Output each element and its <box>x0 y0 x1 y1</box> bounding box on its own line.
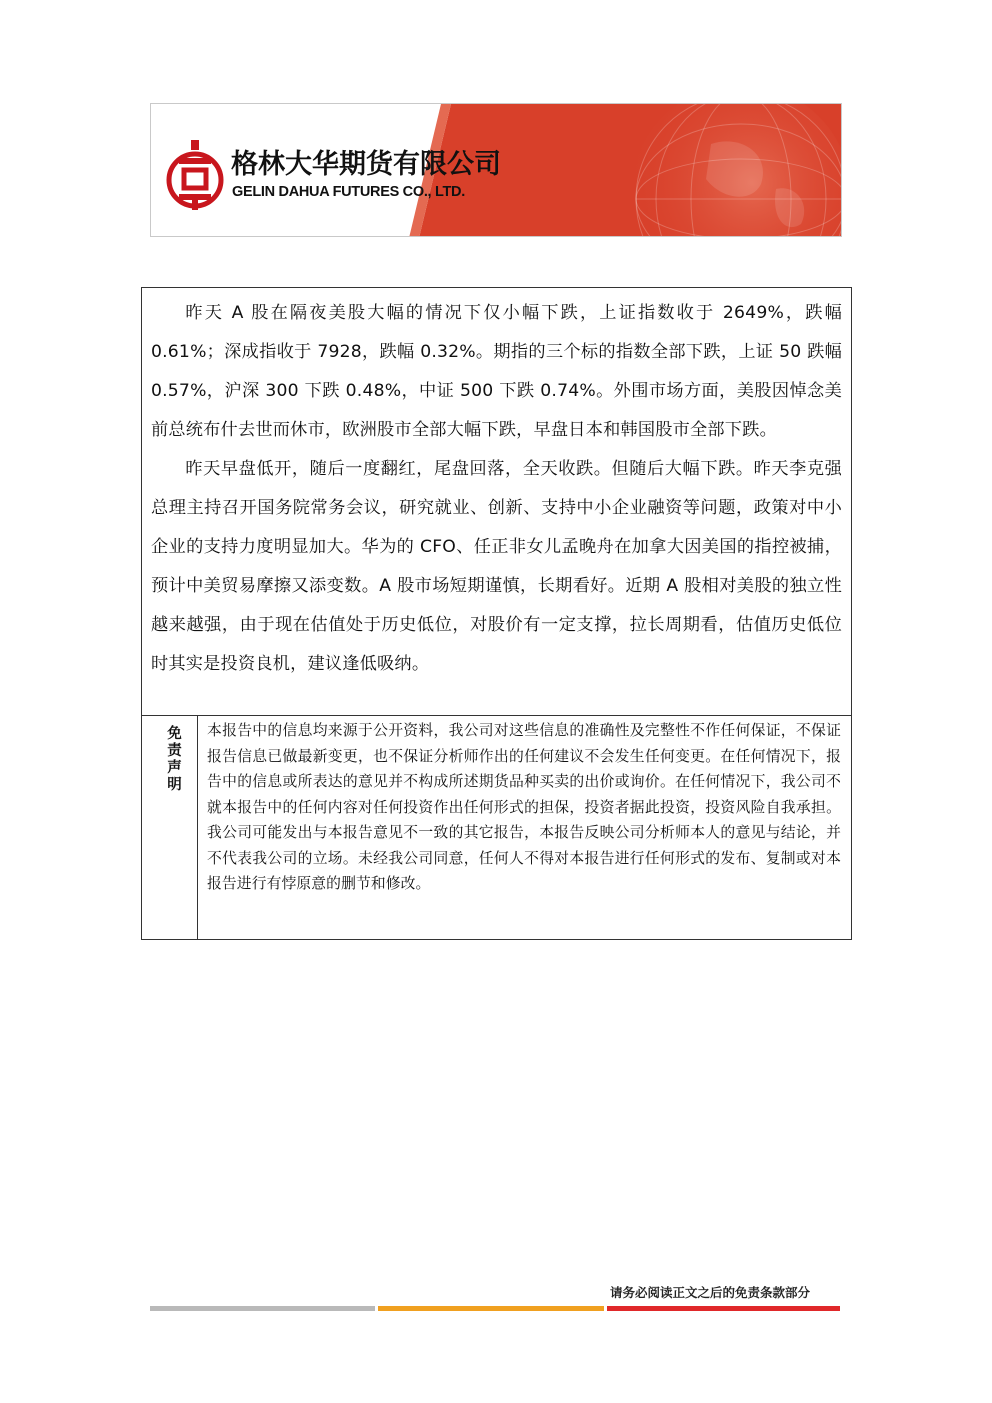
report-body <box>142 288 851 716</box>
report-table <box>141 287 852 940</box>
footer-bar-red <box>607 1306 840 1311</box>
footer-note: 请务必阅读正文之后的免责条款部分 <box>610 1285 811 1300</box>
footer-color-bars <box>150 1306 840 1311</box>
footer-bar-gray <box>150 1306 375 1311</box>
disclaimer-text-cell <box>198 716 851 939</box>
footer-bar-orange <box>378 1306 604 1311</box>
company-name-en: GELIN DAHUA FUTURES CO., LTD. <box>232 184 465 200</box>
company-name-cn: 格林大华期货有限公司 <box>231 149 501 180</box>
disclaimer-label: 免责声明 <box>167 726 182 793</box>
disclaimer-text: 本报告中的信息均来源于公开资料，我公司对这些信息的准确性及完整性不作任何保证，不保证报告信息已做最新变更，也不保证分析师作出的任何建议不会发生任何变更。在任何情况下，报告中的信息或所表达的意见并不构成所述期货品种买卖的出价或询价。在任何情况下，我公司不就本报告中的任何内容对任何投资作出任何形式的担保，投资者据此投资，投资风险自我承担。我公司可能发出与本报告意见不一致的其它报告，本报告反映公司分析师本人的意见与结论，并不代表我公司的立场。未经我公司同意，任何人不得对本报告进行任何形式的发布、复制或对本报告进行有悖原意的删节和修改。 <box>207 722 841 892</box>
body-paragraph-2: 昨天早盘低开，随后一度翻红，尾盘回落，全天收跌。但随后大幅下跌。昨天李克强总理主持召开国务院常务会议，研究就业、创新、支持中小企业融资等问题，政策对中小企业的支持力度明显加大。华为的 CFO、任正非女儿孟晚舟在加拿大因美国的指控被捕，预计中美贸易摩擦又添变数。A 股市场短期谨慎，长期看好。近期 A 股相对美股的独立性越来越强，由于现在估值处于历史低位，对股价有一定支撑，拉长周期看，估值历史低位时其实是投资良机，建议逢低吸纳。 <box>151 459 842 674</box>
disclaimer-label-cell <box>142 716 198 939</box>
header-banner <box>150 103 842 237</box>
body-paragraph-1: 昨天 A 股在隔夜美股大幅的情况下仅小幅下跌，上证指数收于 2649%，跌幅 0.61%；深成指收于 7928，跌幅 0.32%。期指的三个标的指数全部下跌，上证 50 跌幅 0.57%，沪深 300 下跌 0.48%，中证 500 下跌 0.74%。外围市场方面，美股因悼念美前总统布什去世而休市，欧洲股市全部大幅下跌，早盘日本和韩国股市全部下跌。 <box>151 303 842 440</box>
gelin-dahua-logo-icon <box>165 138 225 212</box>
